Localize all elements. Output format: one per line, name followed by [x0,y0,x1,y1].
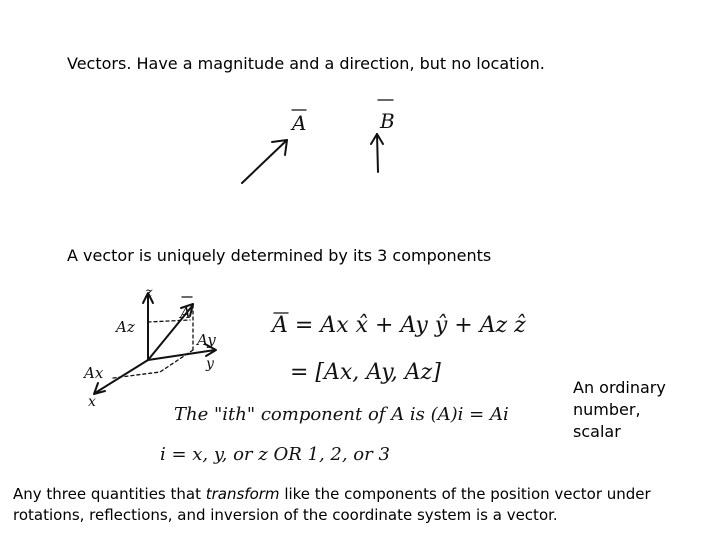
footer-text [13,484,713,526]
axis-z-label: z [145,285,153,301]
footer-after: like the components of the position vector under rotations, reflections, and inversion of the coordinate system is a vector. [13,485,651,524]
scalar-note: An ordinary number, scalar [573,378,666,441]
component-ay-label: Ay [197,331,216,349]
footer-emphasis: transform [205,485,280,503]
axis-x-label: x [88,394,96,410]
vector-a-small-label: A [180,304,191,322]
equation-bracket-form: = [Ax, Ay, Az] [290,360,441,385]
components-text: A vector is uniquely determined by its 3 components [67,246,492,265]
vector-b-label: B [380,109,395,133]
equation-ith-component: The "ith" component of A is (A)i = Ai [174,404,509,425]
component-az-label: Az [116,318,135,336]
equation-components-sum: A = Ax x̂ + Ay ŷ + Az ẑ [272,313,526,338]
axes-drawing [82,285,216,410]
vector-a-label: A [292,111,307,135]
component-ax-label: Ax [84,364,104,382]
footer-before: Any three quantities that [13,485,206,503]
equation-index-values: i = x, y, or z OR 1, 2, or 3 [160,444,390,465]
intro-text: Vectors. Have a magnitude and a direction, but no location. [67,54,545,73]
axis-y-label: y [206,356,214,372]
